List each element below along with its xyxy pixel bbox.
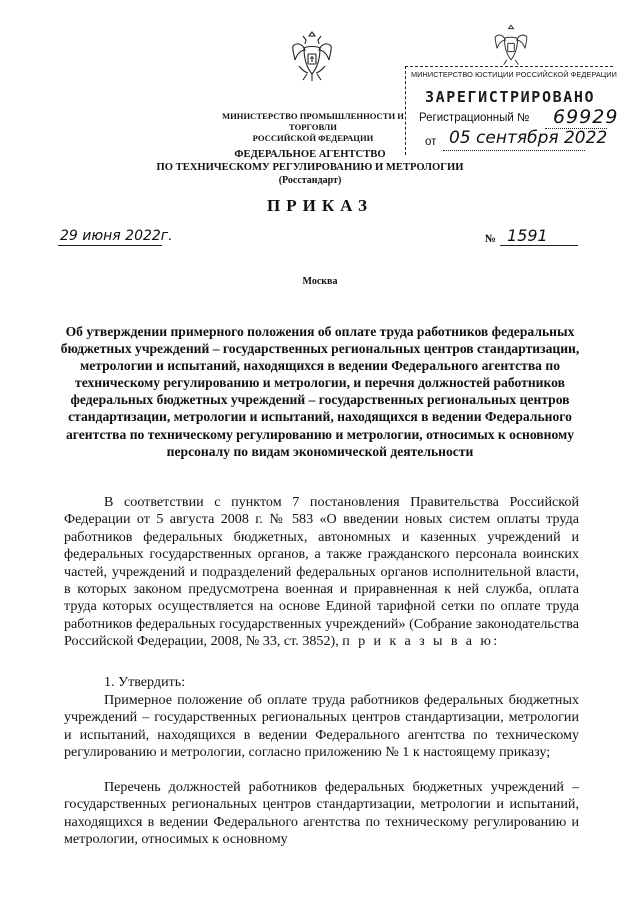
- item-1-a-text: Примерное положение об оплате труда работников федеральных бюджетных учреждений – государственных региональных центров стандартизации, метрологии и испытаний, находящихся в ведении Федерального агентства по техническому регулированию и метрологии, согласно приложению № 1 к настоящему приказу;: [64, 692, 579, 761]
- item-1-b: [64, 779, 579, 849]
- preamble-paragraph: [64, 494, 579, 651]
- order-city: Москва: [302, 276, 338, 287]
- order-date: 29 июня 2022г.: [60, 228, 173, 244]
- order-number-underline: [500, 245, 578, 246]
- agency-line-1: ФЕДЕРАЛЬНОЕ АГЕНТСТВО: [234, 149, 386, 160]
- ministry-line-1: МИНИСТЕРСТВО ПРОМЫШЛЕННОСТИ И ТОРГОВЛИ: [222, 111, 404, 132]
- stamp-ministry: МИНИСТЕРСТВО ЮСТИЦИИ РОССИЙСКОЙ ФЕДЕРАЦИИ: [411, 70, 617, 79]
- order-number-label: №: [485, 233, 497, 245]
- stamp-regnum-label: Регистрационный №: [419, 112, 530, 124]
- ministry-name: [200, 111, 426, 144]
- stamp-regnum: 69929: [553, 106, 619, 128]
- item-1: [64, 674, 579, 691]
- agency-abbreviation: (Росстандарт): [278, 175, 342, 186]
- coat-of-arms-icon: [289, 28, 335, 84]
- order-number: 1591: [507, 226, 548, 245]
- agency-line-2: ПО ТЕХНИЧЕСКОМУ РЕГУЛИРОВАНИЮ И МЕТРОЛОГИИ: [156, 162, 464, 173]
- item-1-b-text: Перечень должностей работников федеральных бюджетных учреждений – государственных региональных центров стандартизации, метрологии и испытаний, находящихся в ведении Федерального агентства по техническому регулированию и метрологии, относимых к основному: [64, 779, 579, 848]
- order-title: ПРИКАЗ: [267, 196, 373, 215]
- stamp-date-label: от: [425, 136, 437, 148]
- item-1-a: [64, 692, 579, 762]
- order-heading: Об утверждении примерного положения об оплате труда работников федеральных бюджетных учреждений – государственных региональных центров стандартизации, метрологии и испытаний, находящихся в ведении Федерального агентства по техническому регулированию и метрологии, и перечня должностей работников федеральных бюджетных учреждений – государственных региональных центров стандартизации, метрологии и испытаний, находящихся в ведении Федерального агентства по техническому регулированию и метрологии, относимых к основному персоналу по видам экономической деятельности: [60, 324, 580, 459]
- stamp-coat-of-arms-icon: [492, 22, 530, 68]
- stamp-registered: ЗАРЕГИСТРИРОВАНО: [425, 88, 596, 106]
- stamp-date: 05 сентября 2022: [449, 128, 608, 148]
- preamble-text: В соответствии с пунктом 7 постановления Правительства Российской Федерации от 5 августа 2008 г. № 583 «О введении новых систем оплаты труда работников федеральных бюджетных, автономных и казенных учреждений и федеральных государственных органов, а также гражданского персонала воинских частей, учреждений и подразделений федеральных органов исполнительной власти, в которых законом предусмотрена военная и приравненная к ней служба, оплата труда которых осуществляется на основе Единой тарифной сетки по оплате труда работников федеральных государственных учреждений» (Собрание законодательства Российской Федерации, 2008, № 33, ст. 3852),: [64, 494, 579, 650]
- ministry-line-2: РОССИЙСКОЙ ФЕДЕРАЦИИ: [252, 133, 374, 143]
- order-date-underline: [58, 245, 162, 246]
- order-verb: п р и к а з ы в а ю:: [342, 633, 500, 650]
- registration-stamp: [405, 58, 619, 158]
- stamp-date-line: [443, 150, 585, 151]
- item-1-text: 1. Утвердить:: [104, 674, 186, 690]
